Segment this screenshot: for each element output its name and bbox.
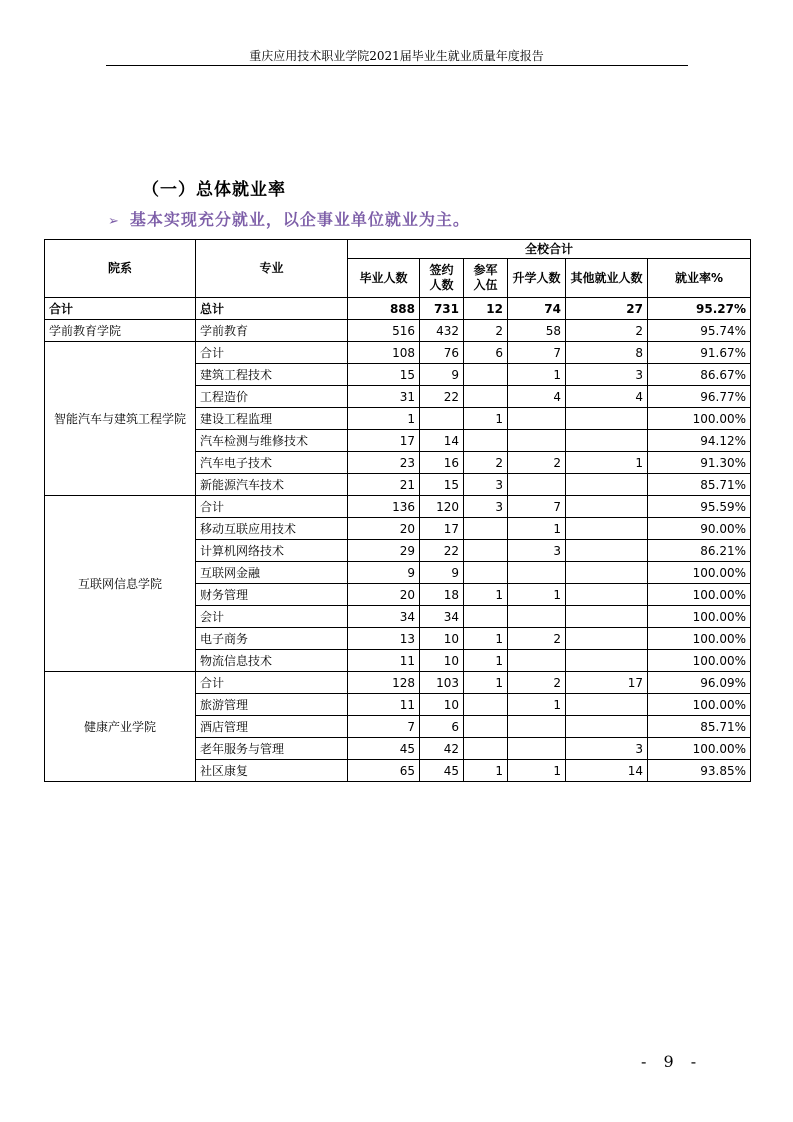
cell-value: 22 <box>420 540 464 562</box>
table-row <box>45 672 751 694</box>
section-subheading <box>108 207 470 230</box>
cell-value <box>566 474 648 496</box>
cell-value: 3 <box>464 474 508 496</box>
cell-value: 10 <box>420 694 464 716</box>
cell-value: 100.00% <box>648 738 751 760</box>
cell-value: 7 <box>348 716 420 738</box>
cell-value <box>566 496 648 518</box>
cell-major: 计算机网络技术 <box>196 540 348 562</box>
cell-value: 3 <box>508 540 566 562</box>
cell-value <box>566 584 648 606</box>
cell-value <box>566 628 648 650</box>
cell-value: 1 <box>508 518 566 540</box>
cell-value: 22 <box>420 386 464 408</box>
cell-value: 14 <box>420 430 464 452</box>
cell-value: 29 <box>348 540 420 562</box>
cell-value <box>566 694 648 716</box>
cell-value: 15 <box>420 474 464 496</box>
cell-value: 100.00% <box>648 408 751 430</box>
cell-value: 93.85% <box>648 760 751 782</box>
cell-value: 731 <box>420 298 464 320</box>
cell-value <box>464 518 508 540</box>
cell-major: 互联网金融 <box>196 562 348 584</box>
cell-value: 100.00% <box>648 584 751 606</box>
cell-value: 100.00% <box>648 650 751 672</box>
cell-value: 13 <box>348 628 420 650</box>
cell-value: 20 <box>348 584 420 606</box>
cell-value: 27 <box>566 298 648 320</box>
cell-major: 会计 <box>196 606 348 628</box>
cell-value: 3 <box>464 496 508 518</box>
cell-value <box>464 562 508 584</box>
cell-value: 3 <box>566 738 648 760</box>
header-group: 全校合计 <box>348 240 751 259</box>
document-header-title: 重庆应用技术职业学院2021届毕业生就业质量年度报告 <box>249 49 544 63</box>
cell-value: 90.00% <box>648 518 751 540</box>
cell-major: 建筑工程技术 <box>196 364 348 386</box>
cell-value: 9 <box>348 562 420 584</box>
cell-value: 2 <box>508 452 566 474</box>
cell-value <box>464 540 508 562</box>
cell-major: 酒店管理 <box>196 716 348 738</box>
cell-value: 1 <box>464 628 508 650</box>
table-row <box>45 342 751 364</box>
cell-value: 91.30% <box>648 452 751 474</box>
cell-value <box>508 408 566 430</box>
cell-value <box>508 430 566 452</box>
cell-value: 95.74% <box>648 320 751 342</box>
cell-value: 17 <box>348 430 420 452</box>
cell-value <box>566 540 648 562</box>
cell-major: 合计 <box>196 342 348 364</box>
cell-value: 17 <box>420 518 464 540</box>
header-further-study: 升学人数 <box>508 259 566 298</box>
cell-major: 旅游管理 <box>196 694 348 716</box>
cell-value: 96.77% <box>648 386 751 408</box>
cell-value: 1 <box>508 694 566 716</box>
header-employment-rate: 就业率% <box>648 259 751 298</box>
cell-value: 1 <box>508 364 566 386</box>
cell-major: 总计 <box>196 298 348 320</box>
cell-value: 100.00% <box>648 562 751 584</box>
header-signed: 签约人数 <box>420 259 464 298</box>
cell-value: 4 <box>508 386 566 408</box>
cell-value: 95.27% <box>648 298 751 320</box>
cell-value: 516 <box>348 320 420 342</box>
cell-value: 21 <box>348 474 420 496</box>
cell-value: 1 <box>464 760 508 782</box>
cell-value: 10 <box>420 628 464 650</box>
cell-value: 91.67% <box>648 342 751 364</box>
cell-value <box>464 364 508 386</box>
cell-value <box>566 650 648 672</box>
cell-value: 10 <box>420 650 464 672</box>
cell-value: 1 <box>566 452 648 474</box>
cell-value: 16 <box>420 452 464 474</box>
cell-major: 合计 <box>196 672 348 694</box>
cell-value: 100.00% <box>648 628 751 650</box>
cell-dept: 健康产业学院 <box>45 672 196 782</box>
cell-value <box>464 386 508 408</box>
cell-value: 42 <box>420 738 464 760</box>
cell-major: 建设工程监理 <box>196 408 348 430</box>
cell-value: 11 <box>348 650 420 672</box>
page-number: - 9 - <box>641 1052 703 1071</box>
cell-value <box>508 716 566 738</box>
cell-value: 6 <box>464 342 508 364</box>
cell-value: 2 <box>464 320 508 342</box>
cell-value <box>566 716 648 738</box>
cell-value <box>508 606 566 628</box>
cell-value: 86.21% <box>648 540 751 562</box>
cell-value: 100.00% <box>648 606 751 628</box>
cell-value: 12 <box>464 298 508 320</box>
employment-rate-table <box>44 239 751 782</box>
cell-value: 1 <box>464 650 508 672</box>
cell-value: 7 <box>508 342 566 364</box>
cell-value: 95.59% <box>648 496 751 518</box>
cell-value: 2 <box>566 320 648 342</box>
cell-value <box>464 738 508 760</box>
cell-dept: 互联网信息学院 <box>45 496 196 672</box>
cell-value: 31 <box>348 386 420 408</box>
cell-value: 85.71% <box>648 716 751 738</box>
cell-value: 888 <box>348 298 420 320</box>
cell-value: 15 <box>348 364 420 386</box>
cell-value <box>508 650 566 672</box>
subheading-text: 基本实现充分就业，以企事业单位就业为主。 <box>129 210 470 229</box>
section-heading: （一）总体就业率 <box>142 180 286 200</box>
cell-value: 6 <box>420 716 464 738</box>
cell-major: 合计 <box>196 496 348 518</box>
cell-major: 移动互联应用技术 <box>196 518 348 540</box>
cell-value: 2 <box>508 672 566 694</box>
cell-major: 汽车检测与维修技术 <box>196 430 348 452</box>
cell-value: 2 <box>464 452 508 474</box>
header-major: 专业 <box>196 240 348 298</box>
cell-value: 34 <box>348 606 420 628</box>
cell-value: 11 <box>348 694 420 716</box>
cell-value <box>508 738 566 760</box>
cell-value: 86.67% <box>648 364 751 386</box>
cell-major: 财务管理 <box>196 584 348 606</box>
cell-major: 社区康复 <box>196 760 348 782</box>
cell-value: 9 <box>420 364 464 386</box>
header-dept: 院系 <box>45 240 196 298</box>
cell-value <box>566 518 648 540</box>
cell-major: 新能源汽车技术 <box>196 474 348 496</box>
cell-value <box>508 562 566 584</box>
cell-value: 74 <box>508 298 566 320</box>
cell-value: 136 <box>348 496 420 518</box>
cell-dept: 学前教育学院 <box>45 320 196 342</box>
cell-major: 电子商务 <box>196 628 348 650</box>
cell-value: 14 <box>566 760 648 782</box>
header-divider <box>106 65 688 66</box>
cell-value <box>464 606 508 628</box>
cell-value: 4 <box>566 386 648 408</box>
cell-dept: 合计 <box>45 298 196 320</box>
cell-value: 7 <box>508 496 566 518</box>
header-military: 参军入伍 <box>464 259 508 298</box>
cell-value: 1 <box>464 672 508 694</box>
cell-value: 2 <box>508 628 566 650</box>
cell-value <box>508 474 566 496</box>
cell-value: 9 <box>420 562 464 584</box>
cell-value: 76 <box>420 342 464 364</box>
cell-value: 120 <box>420 496 464 518</box>
cell-value: 96.09% <box>648 672 751 694</box>
header-graduates: 毕业人数 <box>348 259 420 298</box>
cell-value: 34 <box>420 606 464 628</box>
cell-value: 65 <box>348 760 420 782</box>
cell-value: 17 <box>566 672 648 694</box>
cell-value: 18 <box>420 584 464 606</box>
cell-major: 学前教育 <box>196 320 348 342</box>
cell-value: 1 <box>464 408 508 430</box>
cell-value: 1 <box>508 760 566 782</box>
cell-major: 老年服务与管理 <box>196 738 348 760</box>
cell-value <box>420 408 464 430</box>
cell-dept: 智能汽车与建筑工程学院 <box>45 342 196 496</box>
cell-value: 128 <box>348 672 420 694</box>
cell-value: 1 <box>464 584 508 606</box>
cell-value: 58 <box>508 320 566 342</box>
table-row <box>45 320 751 342</box>
cell-value <box>464 716 508 738</box>
cell-major: 工程造价 <box>196 386 348 408</box>
cell-value: 103 <box>420 672 464 694</box>
cell-value: 23 <box>348 452 420 474</box>
cell-value: 94.12% <box>648 430 751 452</box>
table-row-grand-total <box>45 298 751 320</box>
cell-value: 85.71% <box>648 474 751 496</box>
cell-value: 1 <box>348 408 420 430</box>
cell-value: 1 <box>508 584 566 606</box>
cell-value: 8 <box>566 342 648 364</box>
cell-value: 45 <box>420 760 464 782</box>
cell-major: 汽车电子技术 <box>196 452 348 474</box>
cell-value: 100.00% <box>648 694 751 716</box>
cell-value <box>566 408 648 430</box>
cell-value: 3 <box>566 364 648 386</box>
header-other-employment: 其他就业人数 <box>566 259 648 298</box>
table-row <box>45 496 751 518</box>
arrow-bullet-icon: ➢ <box>108 214 120 229</box>
cell-value <box>566 606 648 628</box>
cell-value <box>566 430 648 452</box>
cell-major: 物流信息技术 <box>196 650 348 672</box>
cell-value: 432 <box>420 320 464 342</box>
cell-value: 45 <box>348 738 420 760</box>
cell-value <box>464 430 508 452</box>
cell-value <box>566 562 648 584</box>
cell-value: 108 <box>348 342 420 364</box>
cell-value: 20 <box>348 518 420 540</box>
cell-value <box>464 694 508 716</box>
